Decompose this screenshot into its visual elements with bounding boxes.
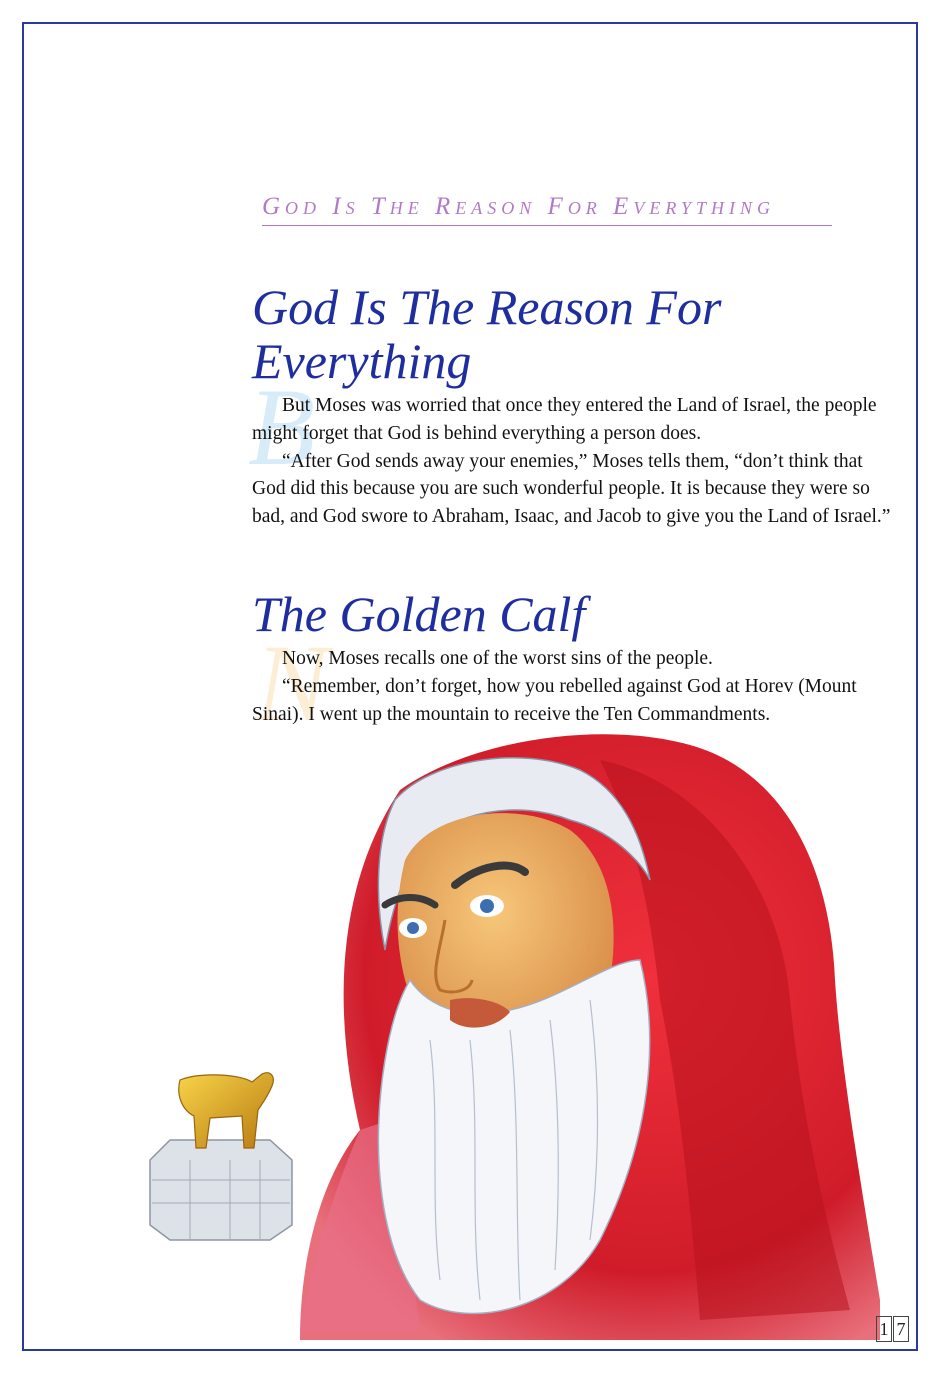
paragraph: But Moses was worried that once they entered the Land of Israel, the people might forget that God is behind everything a person does. <box>252 395 877 444</box>
paragraph: “Remember, don’t forget, how you rebelled against God at Horev (Mount Sinai). I went up the mountain to receive the Ten Commandments. <box>252 675 857 725</box>
paragraph: Now, Moses recalls one of the worst sins of the people. <box>282 648 713 669</box>
page-number-digit: 7 <box>893 1316 909 1342</box>
page-number <box>876 1316 910 1342</box>
running-header: God Is The Reason For Everything <box>262 193 832 226</box>
decorative-dropcap-b: B <box>248 366 316 488</box>
stone-pedestal <box>150 1140 292 1240</box>
page-number-digit: 1 <box>876 1316 892 1342</box>
paragraph: “After God sends away your enemies,” Moses tells them, “don’t think that God did this because you are such wonderful people. It is because they were so bad, and God swore to Abraham, Isaac, and Jacob to give you the Land of Israel.” <box>252 450 891 528</box>
section-title-golden-calf: The Golden Calf <box>252 586 586 642</box>
golden-calf <box>150 1073 292 1240</box>
section-title-reason: God Is The Reason For Everything <box>252 279 722 389</box>
decorative-dropcap-n: N <box>255 622 329 744</box>
